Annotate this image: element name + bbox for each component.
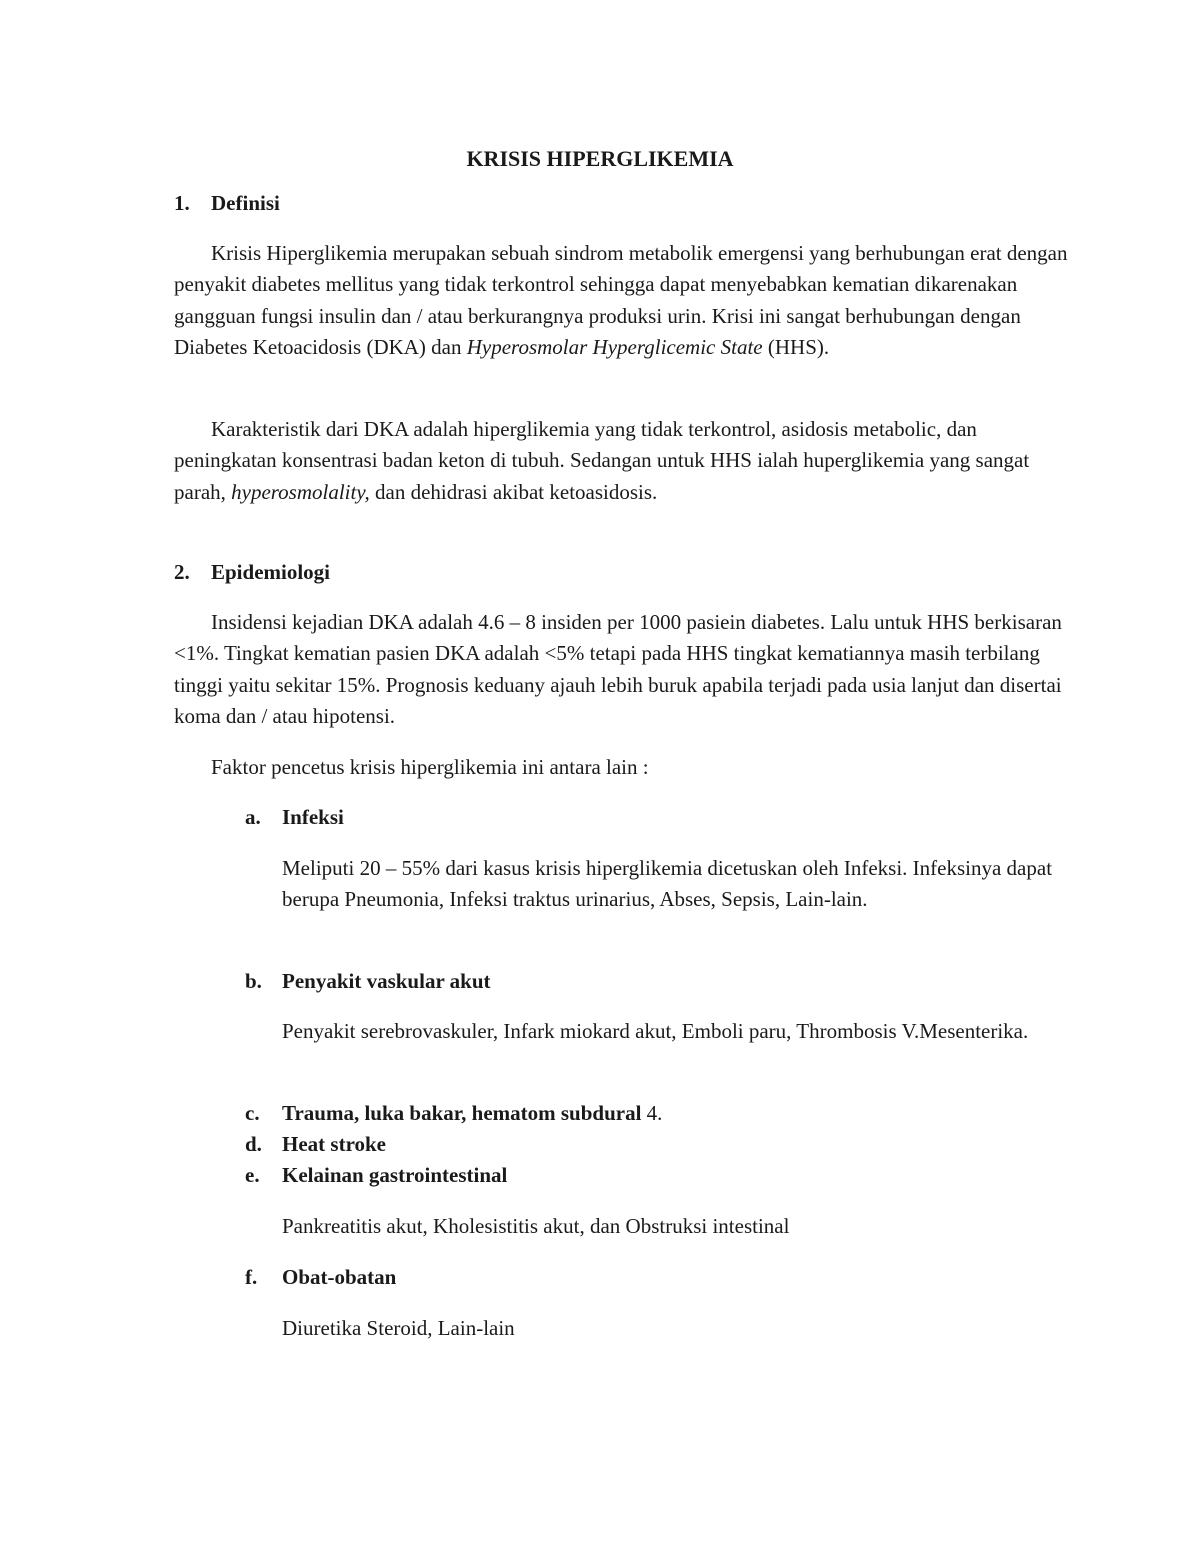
factor-body-gastrointestinal: Pankreatitis akut, Kholesistitis akut, dan Obstruksi intestinal [282,1214,790,1238]
section-title: Definisi [211,191,280,215]
definisi-paragraph-1: Krisis Hiperglikemia merupakan sebuah sindrom metabolik emergensi yang berhubungan erat dengan penyakit diabetes mellitus yang tidak terkontrol sehingga dapat menyebabkan kematian dikarenakan gangguan fungsi insulin dan / atau berkurangnya produksi urin. Krisi ini sangat berhubungan dengan Diabetes Ketoacidosis (DKA) dan Hyperosmolar Hyperglicemic State (HHS). [174,241,1068,359]
epidemiologi-paragraph-2: Faktor pencetus krisis hiperglikemia ini antara lain : [211,755,649,779]
section-heading-definisi [174,187,280,219]
section-number: 2. [174,560,190,584]
document-title: KRISIS HIPERGLIKEMIA [466,146,734,171]
factor-heading-infeksi: a. Infeksi [245,805,344,829]
italic-term: hyperosmolality, [231,479,370,504]
factor-body-obat: Diuretika Steroid, Lain-lain [282,1316,515,1340]
factor-heading-trauma: c. Trauma, luka bakar, hematom subdural 4. [245,1101,663,1125]
section-number: 1. [174,191,190,215]
section-title: Epidemiologi [211,560,331,584]
factor-body-vaskular: Penyakit serebrovaskuler, Infark miokard akut, Emboli paru, Thrombosis V.Mesenterika. [282,1019,1029,1043]
factor-heading-vaskular: b. Penyakit vaskular akut [245,969,491,993]
factor-heading-gastrointestinal: e. Kelainan gastrointestinal [245,1163,508,1187]
factor-heading-heat-stroke: d. Heat stroke [245,1132,387,1156]
section-heading-epidemiologi [174,556,330,588]
italic-term: Hyperosmolar Hyperglicemic State [466,334,763,359]
epidemiologi-paragraph-1: Insidensi kejadian DKA adalah 4.6 – 8 insiden per 1000 pasiein diabetes. Lalu untuk HHS berkisaran <1%. Tingkat kematian pasien DKA adalah <5% tetapi pada HHS tingkat kematiannya masih terbilang tinggi yaitu sekitar 15%. Prognosis keduany ajauh lebih buruk apabila terjadi pada usia lanjut dan disertai koma dan / atau hipotensi. [174,610,1062,728]
factor-body-infeksi: Meliputi 20 – 55% dari kasus krisis hiperglikemia dicetuskan oleh Infeksi. Infeksinya dapat berupa Pneumonia, Infeksi traktus urinarius, Abses, Sepsis, Lain-lain. [282,856,1053,912]
definisi-paragraph-2: Karakteristik dari DKA adalah hiperglikemia yang tidak terkontrol, asidosis metabolic, dan peningkatan konsentrasi badan keton di tubuh. Sedangan untuk HHS ialah huperglikemia yang sangat parah, hyperosmolality, dan dehidrasi akibat ketoasidosis. [174,417,1030,504]
factor-heading-obat: f. Obat-obatan [245,1265,397,1289]
